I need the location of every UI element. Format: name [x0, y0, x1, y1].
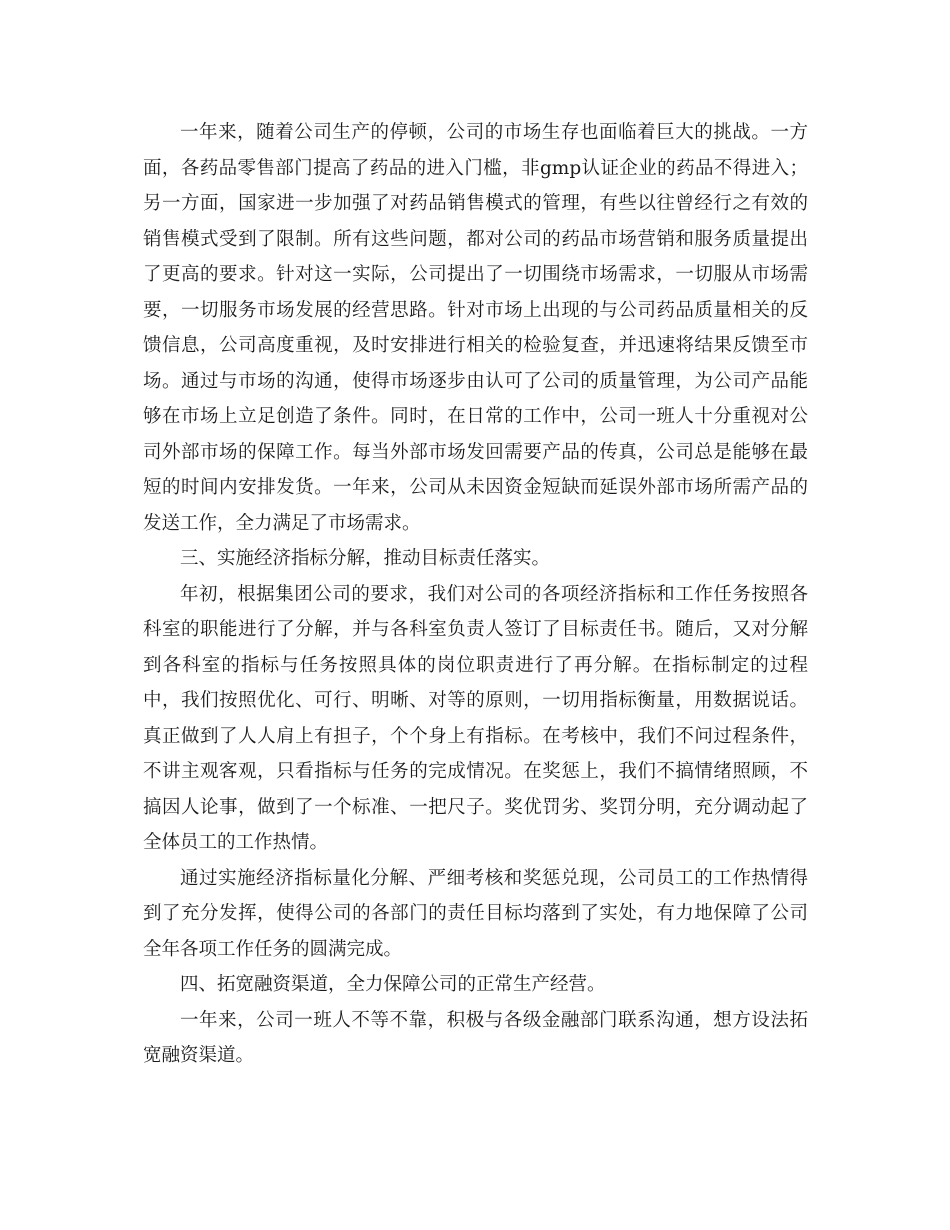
document-body — [143, 115, 808, 1074]
section-heading-three: 三、实施经济指标分解，推动目标责任落实。 — [180, 548, 551, 569]
paragraph-implementation-result: 通过实施经济指标量化分解、严细考核和奖惩兑现，公司员工的工作热情得到了充分发挥，使得公司的各部门的责任目标均落到了实处，有力地保障了公司全年各项工作任务的圆满完成。 — [143, 867, 808, 960]
section-heading-four: 四、拓宽融资渠道，全力保障公司的正常生产经营。 — [180, 974, 606, 995]
paragraph-financing: 一年来，公司一班人不等不靠，积极与各级金融部门联系沟通，想方设法拓宽融资渠道。 — [143, 1009, 808, 1066]
paragraph-indicator-breakdown: 年初，根据集团公司的要求，我们对公司的各项经济指标和工作任务按照各科室的职能进行了分解，并与各科室负责人签订了目标责任书。随后，又对分解到各科室的指标与任务按照具体的岗位职责进行了再分解。在指标制定的过程中，我们按照优化、可行、明晰、对等的原则，一切用指标衡量，用数据说话。真正做到了人人肩上有担子，个个身上有指标。在考核中，我们不问过程条件，不讲主观客观，只看指标与任务的完成情况。在奖惩上，我们不搞情绪照顾，不搞因人论事，做到了一个标准、一把尺子。奖优罚劣、奖罚分明，充分调动起了全体员工的工作热情。 — [143, 583, 808, 853]
paragraph-market-challenge: 一年来，随着公司生产的停顿，公司的市场生存也面临着巨大的挑战。一方面，各药品零售部门提高了药品的进入门槛，非gmp认证企业的药品不得进入；另一方面，国家进一步加强了对药品销售模式的管理，有些以往曾经行之有效的销售模式受到了限制。所有这些问题，都对公司的药品市场营销和服务质量提出了更高的要求。针对这一实际，公司提出了一切围绕市场需求，一切服从市场需要，一切服务市场发展的经营思路。针对市场上出现的与公司药品质量相关的反馈信息，公司高度重视，及时安排进行相关的检验复查，并迅速将结果反馈至市场。通过与市场的沟通，使得市场逐步由认可了公司的质量管理，为公司产品能够在市场上立足创造了条件。同时，在日常的工作中，公司一班人十分重视对公司外部市场的保障工作。每当外部市场发回需要产品的传真，公司总是能够在最短的时间内安排发货。一年来，公司从未因资金短缺而延误外部市场所需产品的发送工作，全力满足了市场需求。 — [143, 122, 808, 534]
